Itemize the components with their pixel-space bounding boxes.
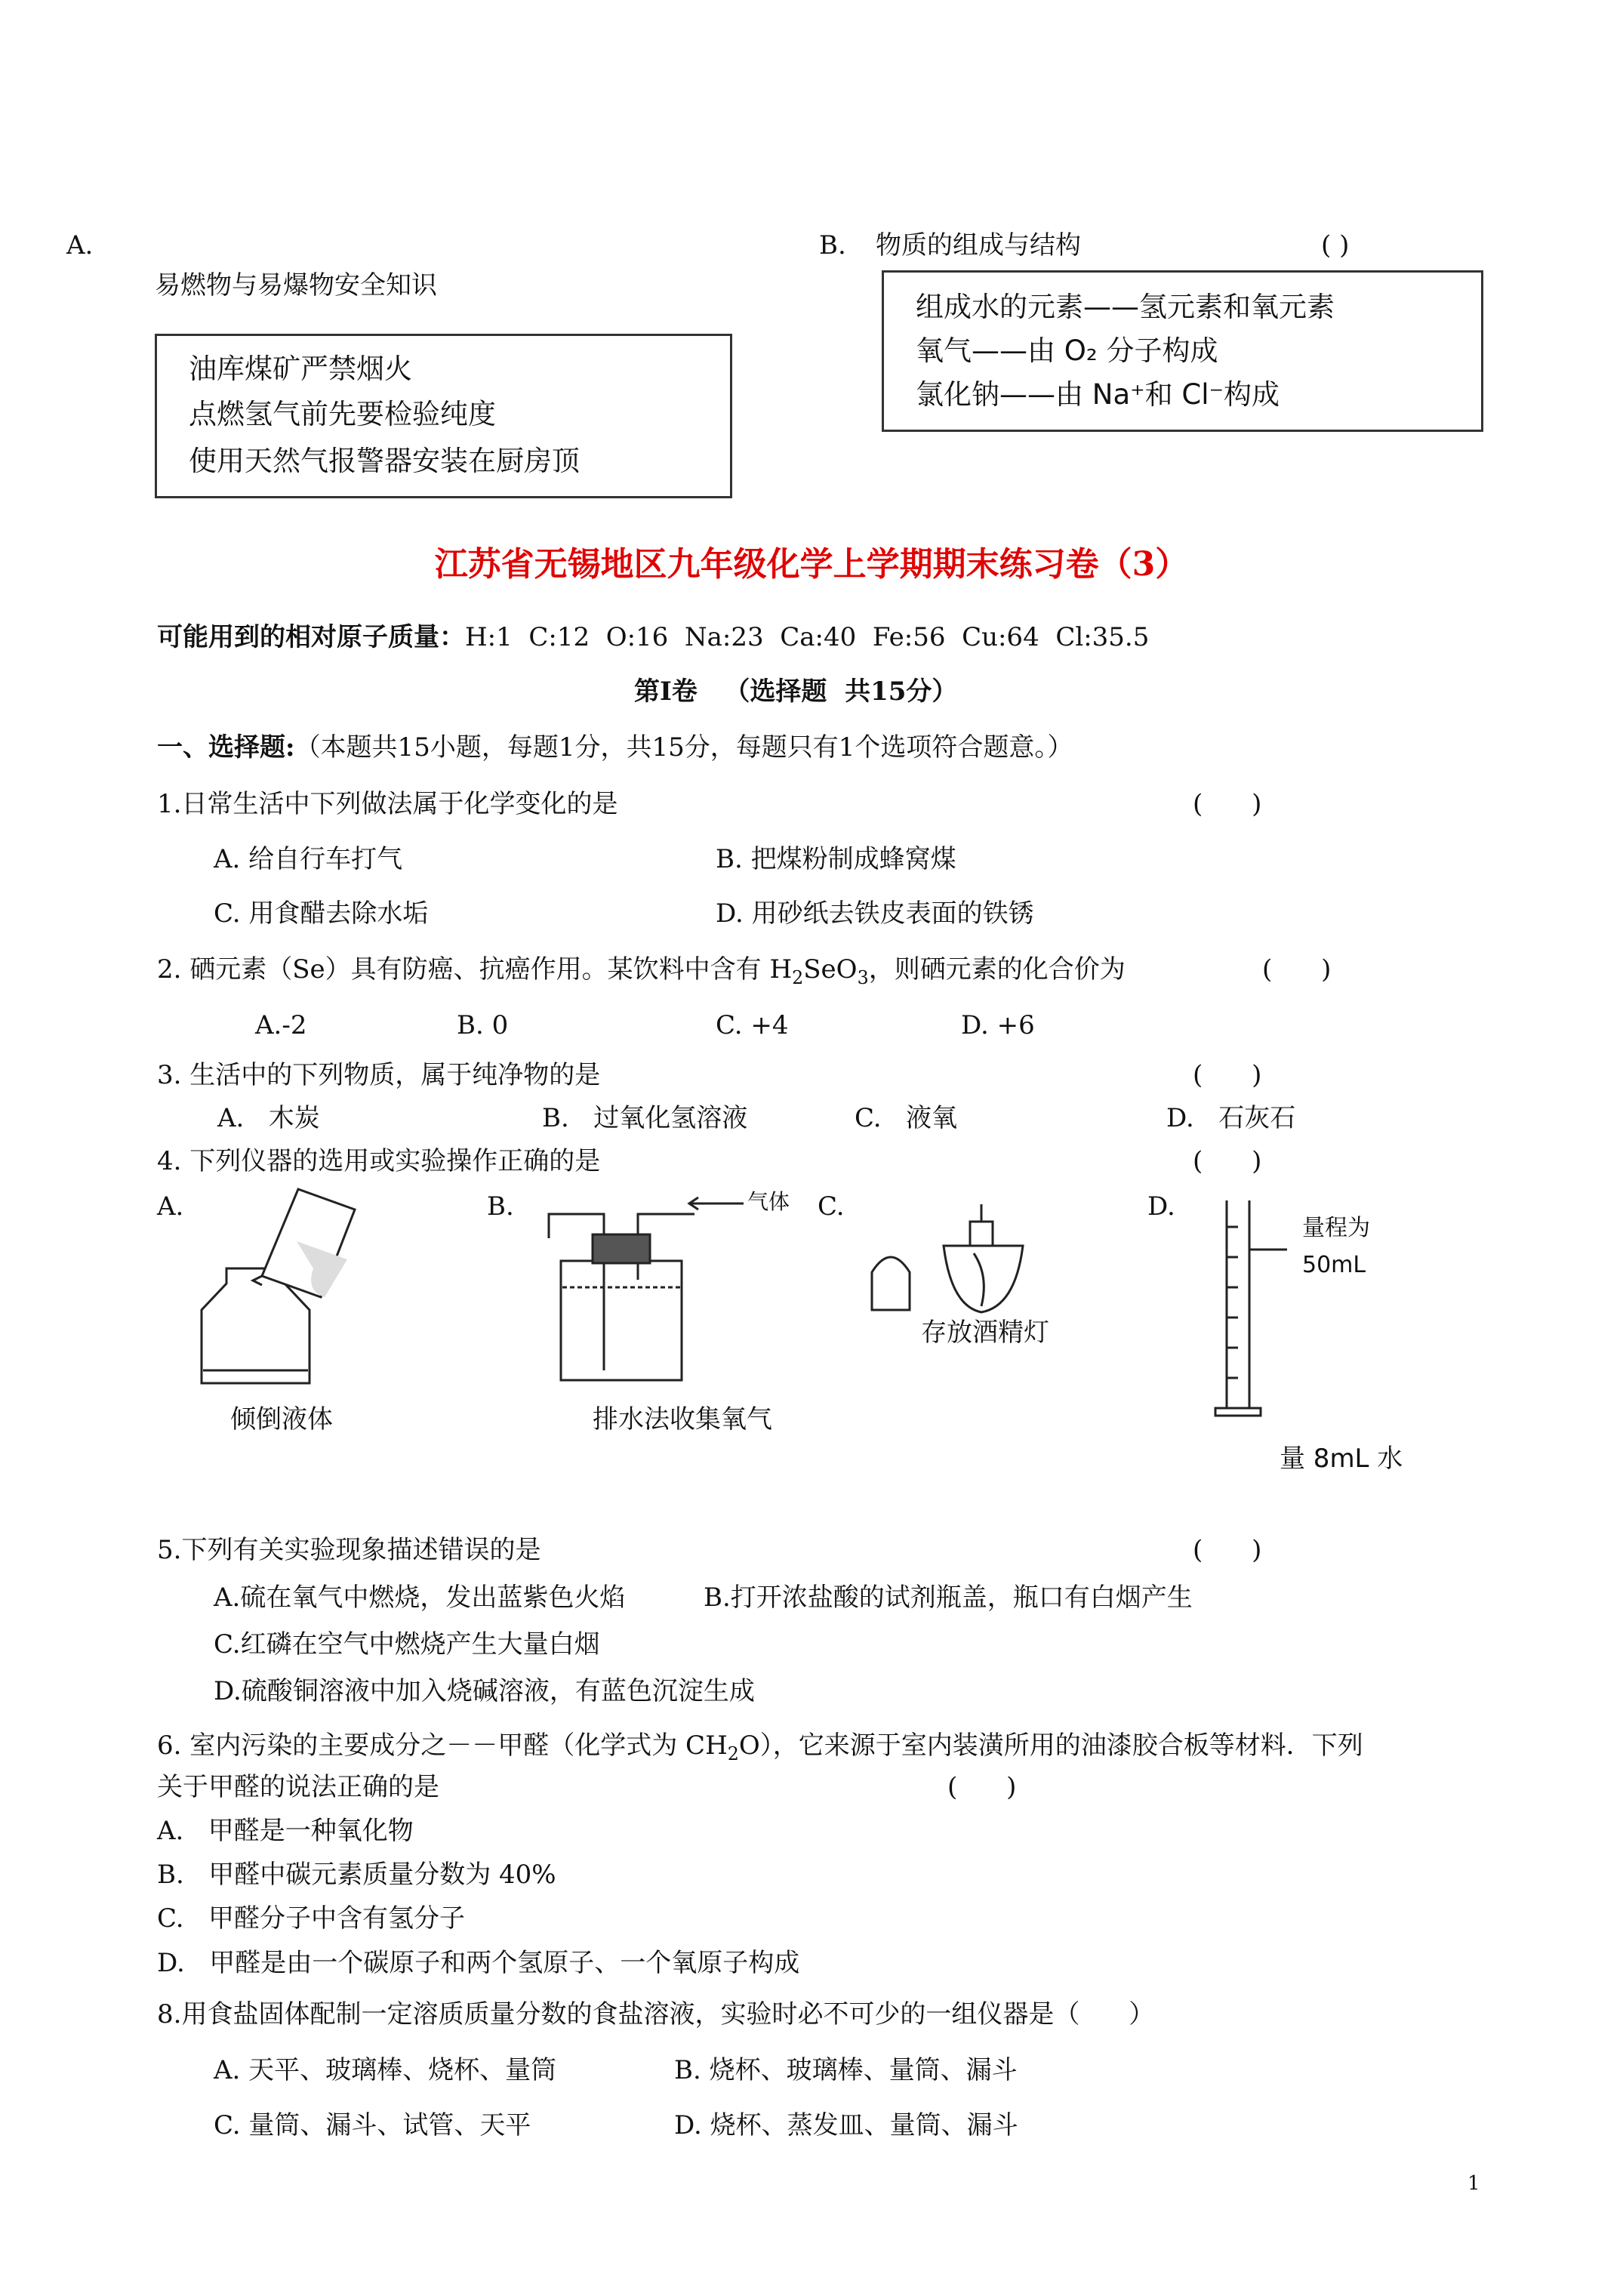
q2-stem-part-2: SeO	[803, 954, 858, 985]
q6-option-a: A. 甲醛是一种氧化物	[157, 1816, 414, 1846]
q1-option-b: B. 把煤粉制成蜂窝煤	[716, 844, 956, 874]
q6-option-b: B. 甲醛中碳元素质量分数为 40%	[157, 1860, 556, 1890]
q6-stem-part-1: 6. 室内污染的主要成分之－－甲醛（化学式为 CH	[157, 1730, 728, 1761]
option-b-line-3: 氯化钠——由 Na⁺和 Cl⁻构成	[916, 378, 1280, 411]
option-b-label: B.	[819, 230, 846, 260]
figure-pouring-liquid	[192, 1185, 366, 1389]
q6-stem-part-2: O），它来源于室内装潢所用的油漆胶合板等材料．下列	[738, 1730, 1363, 1761]
q4-label-a: A.	[157, 1191, 184, 1222]
q5-option-b: B.打开浓盐酸的试剂瓶盖，瓶口有白烟产生	[704, 1583, 1193, 1613]
q4-label-c: C.	[818, 1191, 845, 1222]
figure-d-range-label-1: 量程为	[1302, 1215, 1370, 1241]
q8-option-a: A. 天平、玻璃棒、烧杯、量筒	[214, 2055, 557, 2085]
option-a-box	[155, 334, 732, 498]
q4-stem: 4. 下列仪器的选用或实验操作正确的是	[157, 1146, 601, 1176]
figure-d-caption: 量 8mL 水	[1280, 1444, 1403, 1474]
option-a-line-1: 油库煤矿严禁烟火	[189, 353, 412, 385]
q6-stem-line-2: 关于甲醛的说法正确的是	[157, 1772, 439, 1802]
q3-option-c: C. 液氧	[855, 1103, 958, 1133]
figure-b-caption: 排水法收集氧气	[593, 1404, 772, 1435]
figure-d-range-label-2: 50mL	[1302, 1252, 1366, 1278]
q6-stem-line-1	[157, 1730, 1363, 1769]
q3-option-d: D. 石灰石	[1166, 1103, 1296, 1133]
q6-paren: ( )	[947, 1772, 1017, 1802]
q2-subscript-2: 3	[857, 966, 869, 988]
page-number: 1	[1467, 2172, 1480, 2195]
option-b-paren: ( )	[1321, 230, 1350, 260]
option-a-line-2: 点燃氢气前先要检验纯度	[189, 398, 496, 430]
option-b-title: 物质的组成与结构	[876, 230, 1081, 260]
atomic-mass-line	[157, 622, 1149, 652]
q8-option-c: C. 量筒、漏斗、试管、天平	[214, 2110, 531, 2140]
q1-option-c: C. 用食醋去除水垢	[214, 898, 429, 929]
option-b-box	[882, 270, 1483, 432]
q5-option-c: C.红磷在空气中燃烧产生大量白烟	[214, 1629, 600, 1660]
q2-stem	[157, 954, 1126, 993]
q6-option-c: C. 甲醛分子中含有氢分子	[157, 1903, 466, 1934]
q2-paren: ( )	[1262, 954, 1332, 985]
figure-c-caption: 存放酒精灯	[921, 1318, 1049, 1348]
q5-paren: ( )	[1193, 1535, 1262, 1565]
q4-label-d: D.	[1147, 1191, 1175, 1222]
q4-paren: ( )	[1193, 1146, 1262, 1176]
part-label: 一、选择题:	[157, 732, 295, 763]
q3-paren: ( )	[1193, 1060, 1262, 1090]
option-a-title: 易燃物与易爆物安全知识	[155, 270, 437, 300]
page-title: 江苏省无锡地区九年级化学上学期期末练习卷（3）	[434, 545, 1189, 584]
q2-subscript-1: 2	[792, 966, 804, 988]
figure-gas-collection	[540, 1193, 789, 1389]
option-a-line-3: 使用天然气报警器安装在厨房顶	[189, 445, 580, 477]
q4-label-b: B.	[487, 1191, 514, 1222]
part-heading	[157, 732, 1073, 763]
q3-option-a: A. 木炭	[217, 1103, 320, 1133]
figure-a-caption: 倾倒液体	[230, 1404, 333, 1435]
atomic-mass-label: 可能用到的相对原子质量：	[157, 622, 465, 652]
section-heading: 第Ⅰ卷 （选择题 共15分）	[634, 676, 958, 707]
option-b-line-2: 氧气——由 O₂ 分子构成	[916, 334, 1218, 367]
q2-option-b: B. 0	[457, 1010, 509, 1040]
q5-stem: 5.下列有关实验现象描述错误的是	[157, 1535, 541, 1565]
q1-stem: 1.日常生活中下列做法属于化学变化的是	[157, 789, 618, 819]
q1-option-a: A. 给自行车打气	[214, 844, 403, 874]
q5-option-a: A.硫在氧气中燃烧，发出蓝紫色火焰	[214, 1583, 626, 1613]
q2-option-d: D. +6	[961, 1010, 1035, 1040]
option-b-line-1: 组成水的元素——氢元素和氧元素	[916, 291, 1335, 323]
q5-option-d: D.硫酸铜溶液中加入烧碱溶液，有蓝色沉淀生成	[214, 1676, 755, 1706]
q3-option-b: B. 过氧化氢溶液	[542, 1103, 748, 1133]
part-description: （本题共15小题，每题1分，共15分，每题只有1个选项符合题意。）	[294, 732, 1073, 763]
q8-stem: 8.用食盐固体配制一定溶质质量分数的食盐溶液，实验时必不可少的一组仪器是（ ）	[157, 1999, 1155, 2029]
q8-option-d: D. 烧杯、蒸发皿、量筒、漏斗	[674, 2110, 1018, 2140]
atomic-mass-values: H:1 C:12 O:16 Na:23 Ca:40 Fe:56 Cu:64 Cl:35.5	[465, 622, 1150, 652]
q8-option-b: B. 烧杯、玻璃棒、量筒、漏斗	[674, 2055, 1018, 2085]
figure-alcohol-lamp	[868, 1200, 1079, 1321]
q2-option-a: A.-2	[255, 1010, 307, 1040]
option-a-label: A.	[66, 230, 94, 260]
q1-option-d: D. 用砂纸去铁皮表面的铁锈	[716, 898, 1034, 929]
q3-stem: 3. 生活中的下列物质，属于纯净物的是	[157, 1060, 601, 1090]
q2-stem-part-1: 2. 硒元素（Se）具有防癌、抗癌作用。某饮料中含有 H	[157, 954, 793, 985]
q2-stem-part-3: ，则硒元素的化合价为	[868, 954, 1126, 985]
figure-b-gas-label: 气体	[747, 1189, 790, 1214]
q6-subscript: 2	[727, 1743, 739, 1764]
q2-option-c: C. +4	[716, 1010, 789, 1040]
q1-paren: ( )	[1193, 789, 1262, 819]
q6-option-d: D. 甲醛是由一个碳原子和两个氢原子、一个氧原子构成	[157, 1948, 800, 1978]
